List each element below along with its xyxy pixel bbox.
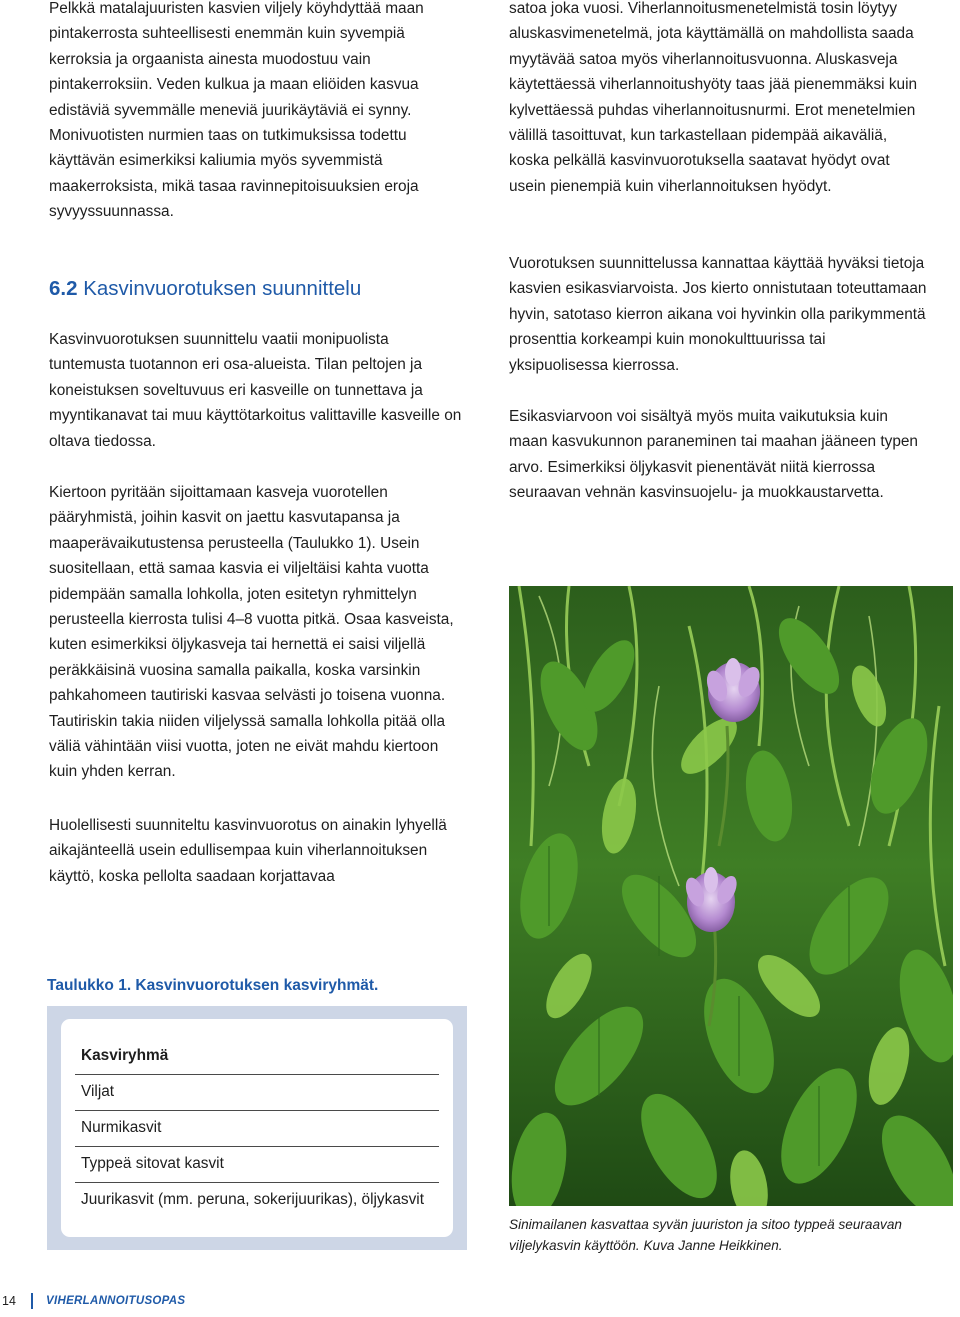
table-header: Kasviryhmä — [81, 1047, 169, 1064]
body-paragraph-7: Esikasviarvoon voi sisältyä myös muita vaikutuksia kuin maan kasvukunnon paraneminen tai maahan jääneen typen arvo. Esimerkiksi öljykasvit pienentävät niitä kierrossa seuraavan vehnän kasvinsuojelu- ja muokkaustarvetta. — [509, 408, 918, 502]
table-row: Nurmikasvit — [81, 1119, 162, 1136]
section-title: Kasvinvuorotuksen suunnittelu — [77, 277, 362, 300]
body-paragraph-3: Kiertoon pyritään sijoittamaan kasveja vuorotellen pääryhmistä, joihin kasvit on jaettu kasvutapansa ja maaperävaikutustensa perusteella (Taulukko 1). Usein suositellaan, että samaa kasvia ei viljeltäisi kahta vuotta pidempään samalla lohkolla, joten esitetyn ryhmittelyn perusteella kierrosta tulisi 4–8 vuotta pitkä. Osaa kasveista, kuten esimerkiksi öljykasveja tai hernettä ei saisi viljellä peräkkäisinä vuosina samalla paikalla, koska varsinkin pahkahomeen tautiriski kasvaa selvästi jo toisena vuonna. Tautiriskin takia niiden viljelyssä samalla lohkolla pitää olla väliä vähintään viisi vuotta, joten ne eivät mahdu kiertoon kuin yhden kerran. — [49, 484, 454, 781]
table-caption: Taulukko 1. Kasvinvuorotuksen kasviryhmät. — [47, 977, 379, 994]
figure-caption: Sinimailanen kasvattaa syvän juuriston ja sitoo typpeä seuraavan viljelykasvin käyttöön. Kuva Janne Heikkinen. — [509, 1217, 902, 1253]
page-footer — [0, 1290, 400, 1316]
section-number: 6.2 — [49, 277, 78, 300]
table-row: Juurikasvit (mm. peruna, sokerijuurikas), öljykasvit — [81, 1191, 424, 1208]
table-divider — [75, 1074, 439, 1075]
section-heading — [49, 275, 361, 303]
alfalfa-photo — [509, 586, 953, 1206]
table-divider — [75, 1146, 439, 1147]
publication-title: VIHERLANNOITUSOPAS — [46, 1295, 186, 1307]
table-container — [47, 1006, 467, 1250]
alfalfa-photo-illustration — [509, 586, 953, 1206]
body-paragraph-4: Huolellisesti suunniteltu kasvinvuorotus on ainakin lyhyellä aikajänteellä usein edullisempaa kuin viherlannoituksen käyttö, koska pellolta saadaan korjattavaa — [49, 817, 447, 885]
body-paragraph-5: satoa joka vuosi. Viherlannoitusmenetelmistä tosin löytyy aluskasvimenetelmä, jota käyttämällä on mahdollista saada myytävää satoa myös viherlannoitusvuonna. Aluskasveja käytettäessä viherlannoitushyöty taas jää pienemmäksi kuin kylvettäessä puhdas viherlannoitusnurmi. Erot menetelmien välillä tasoittuvat, kun tarkastellaan pidempää aikaväliä, koska pelkällä kasvinvuorotuksella saatavat hyödyt ovat usein pienempiä kuin viherlannoituksen hyödyt. — [509, 0, 918, 195]
footer-divider — [31, 1293, 33, 1309]
table-divider — [75, 1182, 439, 1183]
table — [61, 1019, 453, 1237]
body-paragraph-6: Vuorotuksen suunnittelussa kannattaa käyttää hyväksi tietoja kasvien esikasviarvoista. Jos kierto onnistutaan toteuttamaan hyvin, satotaso kierron aikana voi hyvinkin olla parikymmentä prosenttia korkeampi kuin monokulttuurissa tai yksipuolisessa kierrossa. — [509, 255, 927, 374]
table-row: Viljat — [81, 1083, 115, 1100]
body-paragraph-2: Kasvinvuorotuksen suunnittelu vaatii monipuolista tuntemusta tuotannon eri osa-alueista. Tilan peltojen ja koneistuksen soveltuvuus eri kasveille on tunnettava ja myyntikanavat tai muu käyttötarkoitus valittaville kasveille on oltava tiedossa. — [49, 331, 462, 450]
body-paragraph-1: Pelkkä matalajuuristen kasvien viljely köyhdyttää maan pintakerrosta suhteellisesti enemmän kuin syvempiä kerroksia ja orgaanista ainesta muodostuu vain pintakerroksiin. Veden kulkua ja maan eliöiden kasvua edistäviä syvemmälle meneviä juurikäytäviä ei synny. Monivuotisten nurmien taas on tutkimuksissa todettu käyttävän esimerkiksi kaliumia myös syvemmistä maakerroksista, mikä tasaa ravinnepitoisuuksien eroja syvyyssuunnassa. — [49, 0, 424, 221]
table-row: Typpeä sitovat kasvit — [81, 1155, 224, 1172]
page-number: 14 — [2, 1294, 16, 1308]
table-divider — [75, 1110, 439, 1111]
